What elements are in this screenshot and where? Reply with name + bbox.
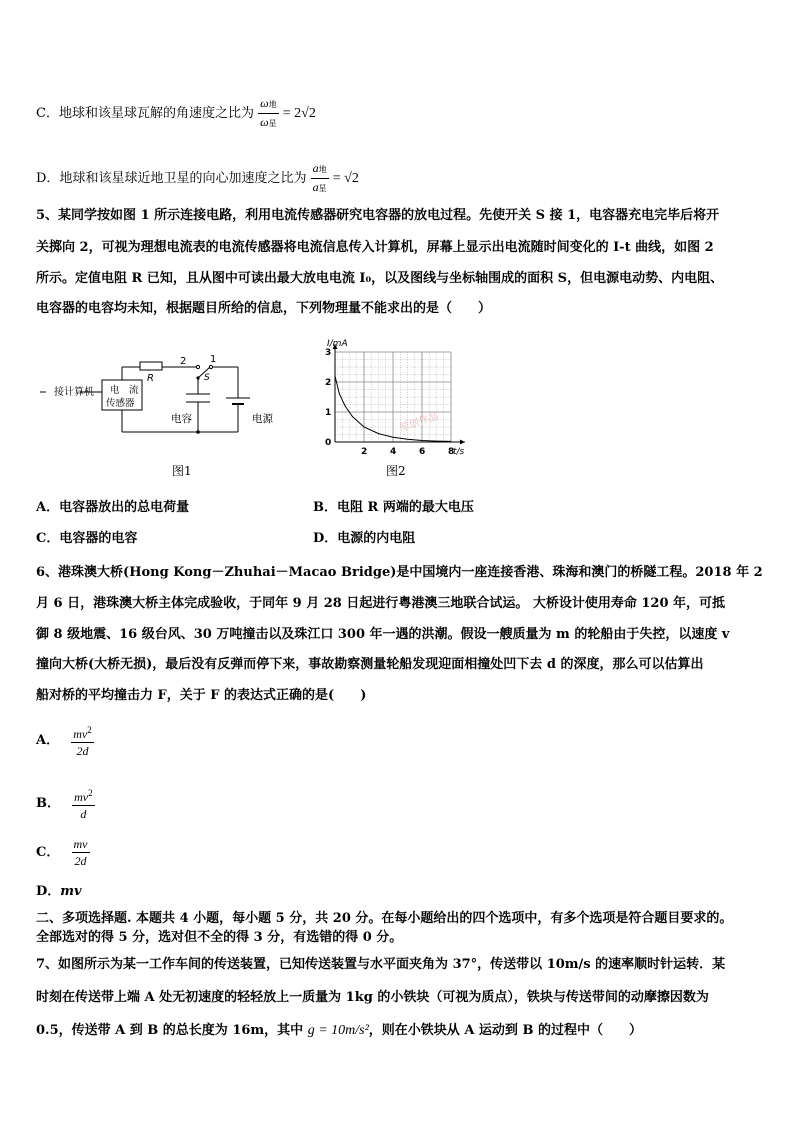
acceleration-ratio: $\frac{\text{a地}}{\text{a星}}$: [312, 161, 327, 194]
y-tick-label: 2: [325, 378, 332, 388]
q6-stem-line: 船对桥的平均撞击力 F，关于 F 的表达式正确的是( ): [36, 688, 367, 703]
gravity-expression: g = 10m/s²: [307, 1023, 369, 1038]
omega-ratio: $\frac{\text{ω地}}{\text{ω星}}$: [260, 96, 277, 129]
figure-1-caption: 图1: [172, 464, 192, 478]
section-heading-line: 全部选对的得 5 分，选对但不全的得 3 分，有选错的得 0 分。: [36, 930, 403, 945]
option-text: 地球和该星球近地卫星的向心加速度之比为: [59, 171, 307, 186]
q7-stem-line: 0.5，传送带 A 到 B 的总长度为 16m，其中 g = 10m/s²，则在小铁块从 A 运动到 B 的过程中（ ）: [36, 1023, 642, 1038]
sensor-label: 传感器: [106, 398, 135, 409]
terminal-2-label: 2: [180, 356, 187, 367]
x-tick-label: 4: [390, 447, 397, 457]
q4-option-d: [36, 160, 359, 197]
q4-option-c: [36, 95, 316, 132]
q5-option-a: A．电容器放出的总电荷量: [36, 500, 190, 515]
x-axis-label: t/s: [453, 447, 465, 457]
x-tick-label: 8: [448, 447, 455, 457]
power-source-label: 电源: [252, 413, 273, 425]
q7-stem-line: 时刻在传送带上端 A 处无初速度的轻轻放上一质量为 1kg 的小铁块（可视为质点），铁块与传送带间的动摩擦因数为: [36, 990, 709, 1005]
y-tick-label: 0: [325, 438, 332, 448]
switch-label: S: [204, 373, 210, 383]
y-tick-label: 1: [325, 408, 332, 418]
q7-stem-line: 7、如图所示为某一工作车间的传送装置，已知传送装置与水平面夹角为 37°，传送带以 10m/s 的速率顺时针运转．某: [36, 957, 726, 972]
q5-option-c: C．电容器的电容: [36, 531, 138, 546]
resistor-symbol: [140, 362, 162, 370]
option-label: D．: [36, 171, 60, 186]
figure-2-caption: 图2: [386, 464, 406, 478]
q5-option-d: D．电源的内电阻: [313, 531, 416, 546]
current-time-chart: [305, 336, 485, 462]
terminal-1-label: 1: [210, 354, 217, 365]
capacitor-label: 电容: [171, 413, 192, 425]
q6-option-d: D．mv: [36, 884, 82, 899]
resistor-label: R: [147, 373, 154, 384]
q6-stem-line: 月 6 日，港珠澳大桥主体完成验收，于同年 9 月 28 日起进行粤港澳三地联合试运。 大桥设计使用寿命 120 年，可抵: [36, 596, 726, 611]
watermark: 原创作品: [398, 411, 440, 434]
q6-stem-line: 撞向大桥(大桥无损)，最后没有反弹而停下来，事故勘察测量轮船发现迎面相撞处凹下去 d 的深度，那么可以估算出: [36, 657, 704, 672]
q6-option-c: C． $\frac{mv}{2d}$: [36, 837, 88, 868]
q6-stem-line: 6、港珠澳大桥(Hong Kong－Zhuhai－Macao Bridge)是中国境内一座连接香港、珠海和澳门的桥隧工程。2018 年 2: [36, 565, 763, 580]
ratio-value: = 2√2: [282, 106, 316, 121]
q5-option-b: B．电阻 R 两端的最大电压: [313, 500, 474, 515]
y-axis-label: I/mA: [327, 339, 348, 349]
x-axis-arrow: [460, 440, 465, 445]
ratio-value: = √2: [332, 171, 359, 186]
circuit-diagram: [40, 350, 280, 450]
q6-option-a: A． $\frac{mv^2}{2d}$: [36, 722, 94, 759]
y-tick-label: 3: [325, 348, 332, 358]
section-heading-line: 二、多项选择题. 本题共 4 小题，每小题 5 分，共 20 分。在每小题给出的四个选项中，有多个选项是符合题目要求的。: [36, 911, 733, 926]
x-tick-label: 6: [419, 447, 426, 457]
x-tick-label: 2: [361, 447, 368, 457]
computer-label: 接计算机: [54, 387, 94, 398]
sensor-label: 电 流: [110, 385, 139, 396]
q6-option-b: B． $\frac{mv^2}{d}$: [36, 785, 95, 822]
q5-stem-line: 电容器的电容均未知，根据题目所给的信息，下列物理量不能求出的是（ ）: [36, 301, 492, 316]
option-label: C．: [36, 106, 59, 121]
q5-stem-line: 所示。定值电阻 R 已知，且从图中可读出最大放电电流 I₀，以及图线与坐标轴围成的面积 S，但电源电动势、内电阻、: [36, 271, 724, 286]
q5-stem-line: 关掷向 2，可视为理想电流表的电流传感器将电流信息传入计算机，屏幕上显示出电流随时间变化的 I-t 曲线，如图 2: [36, 240, 714, 255]
option-text: 地球和该星球瓦解的角速度之比为: [58, 106, 254, 121]
q5-stem-line: 5、某同学按如图 1 所示连接电路，利用电流传感器研究电容器的放电过程。先使开关 S 接 1，电容器充电完毕后将开: [36, 208, 720, 223]
q6-stem-line: 御 8 级地震、16 级台风、30 万吨撞击以及珠江口 300 年一遇的洪潮。假设一艘质量为 m 的轮船由于失控，以速度 v: [36, 627, 730, 642]
